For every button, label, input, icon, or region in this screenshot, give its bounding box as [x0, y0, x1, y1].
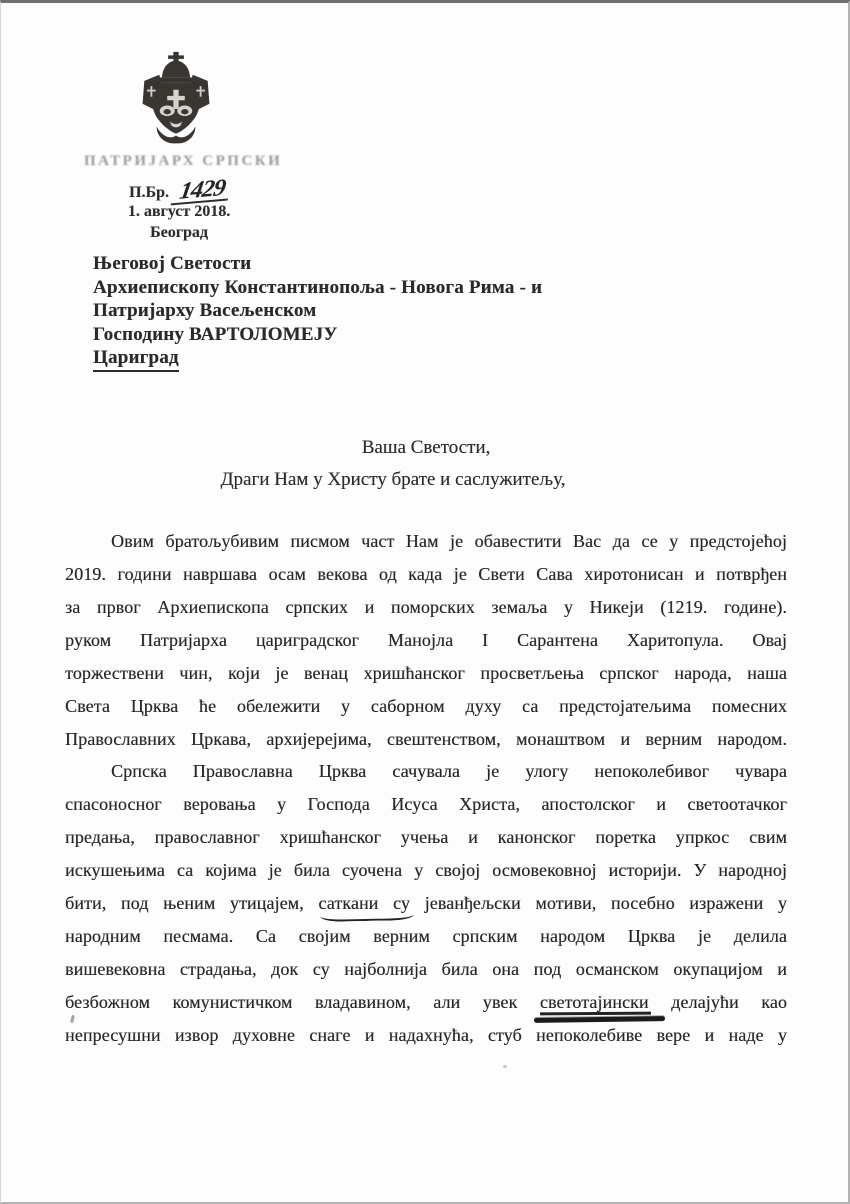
body-line: 2019. години навршава осам векова од када је Свети Сава хиротонисан и потврђен — [65, 563, 787, 584]
body-line: вишевековна страдања, док су најболнија била она под османском окупацијом и — [65, 958, 787, 979]
protocol-line — [84, 175, 274, 205]
body-line: Српска Православна Црква сачувала је улогу непоколебивог чувара — [111, 761, 787, 782]
salutation-line-1: Ваша Светости, — [361, 437, 491, 458]
recipient-city-underlined: Цариград — [93, 346, 179, 372]
body-text: јеванђељски мотиви, посебно изражени у — [409, 893, 788, 914]
letter-body — [65, 525, 787, 1052]
letter-origin-city: Београд — [150, 224, 208, 241]
body-line: народним песмама. Са својим верним српским народом Црква је делила — [65, 926, 787, 947]
heavy-underlined-word: светотајински — [539, 991, 649, 1012]
body-line: спасоносног веровања у Господа Исуса Христа, апостолског и светоотачког — [65, 794, 787, 815]
body-line — [65, 986, 787, 1019]
protocol-number-handwritten: 1429 — [171, 178, 232, 206]
body-line: Православних Цркава, архијерејима, свештенством, монаштвом и верним народом. — [65, 728, 787, 749]
body-line: непресушни извор духовне снаге и надахнућа, стуб непоколебиве вере и наде у — [65, 1024, 787, 1045]
body-line: Света Црква ће обележити у саборном духу са предстојатељима помесних — [65, 695, 787, 716]
body-line: предања, православног хришћанског учења и канонског поретка упркос свим — [65, 827, 787, 848]
recipient-line: Његовој Светости — [93, 253, 252, 274]
body-line — [65, 887, 787, 920]
recipient-line: Архиепископу Константинопоља - Новога Рима - и — [93, 276, 543, 298]
body-line: руком Патријарха цариградског Манојла I Сарантена Харитопула. Овај — [65, 629, 787, 650]
body-text: бити, под њеним утицајем, — [65, 893, 319, 914]
recipient-block — [93, 252, 542, 372]
scan-artifact — [503, 1065, 507, 1068]
recipient-line: Патријарху Васељенском — [93, 300, 317, 321]
recipient-line — [93, 346, 542, 372]
body-line: торжествени чин, који је венац хришћанског просветљења српског народа, наша — [65, 662, 787, 683]
protocol-label: П.Бр. — [129, 184, 169, 201]
body-line: за првог Архиепископа српских и поморских земаља у Никеји (1219. године). — [65, 596, 787, 617]
letterhead-org-name: ПАТРИЈАРХ СРПСКИ — [84, 153, 283, 169]
patriarchate-crest-icon — [132, 51, 220, 146]
recipient-line: Господину ВАРТОЛОМЕЈУ — [93, 323, 338, 345]
body-text: делајући као — [648, 991, 788, 1012]
salutation-line-2: Драги Нам у Христу брате и саслужитељу, — [220, 469, 566, 490]
body-line: искушењима са којима је била суочена у својој осмовековној историји. У народној — [65, 860, 787, 881]
wavy-underlined-phrase: саткани су — [318, 893, 410, 914]
body-text: безбожном комунистичком владавином, али увек — [65, 991, 540, 1012]
body-line: Овим братољубивим писмом част Нам је обавестити Вас да се у предстојећој — [111, 531, 787, 551]
letter-date: 1. август 2018. — [127, 203, 231, 220]
